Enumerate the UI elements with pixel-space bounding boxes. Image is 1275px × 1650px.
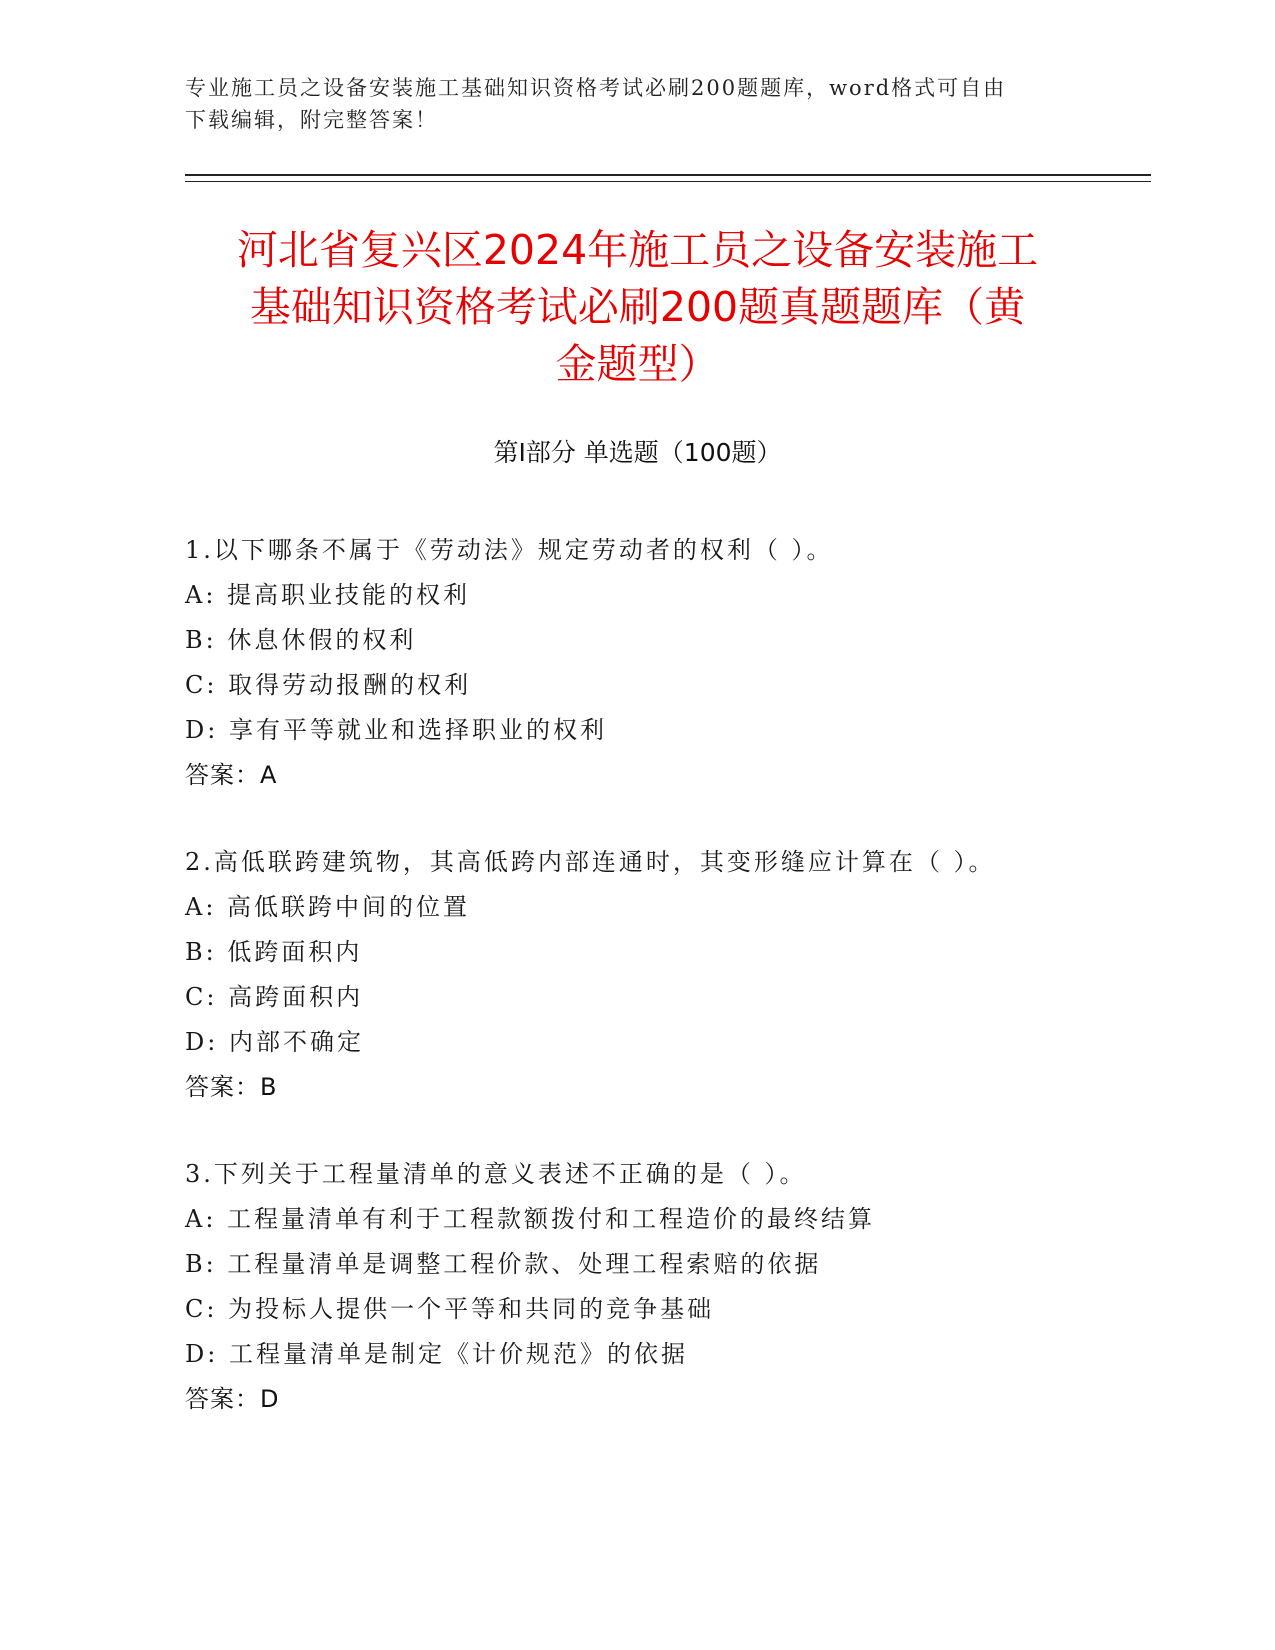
option-a: A: 高低联跨中间的位置 (185, 893, 471, 921)
option-d: D: 享有平等就业和选择职业的权利 (185, 716, 607, 744)
question-item (185, 840, 1145, 1110)
header-divider-thick (185, 174, 1151, 176)
question-item (185, 528, 1145, 798)
option-c: C: 取得劳动报酬的权利 (185, 671, 472, 699)
answer-label: 答案：B (185, 1073, 278, 1101)
header-divider-thin (185, 181, 1151, 182)
option-d: D: 内部不确定 (185, 1028, 364, 1056)
option-b: B: 工程量清单是调整工程价款、处理工程索赔的依据 (185, 1250, 822, 1278)
option-a: A: 提高职业技能的权利 (185, 581, 471, 609)
option-a: A: 工程量清单有利于工程款额拨付和工程造价的最终结算 (185, 1205, 876, 1233)
option-d: D: 工程量清单是制定《计价规范》的依据 (185, 1340, 688, 1368)
question-stem: 1.以下哪条不属于《劳动法》规定劳动者的权利（ ）。 (185, 536, 834, 564)
option-c: C: 为投标人提供一个平等和共同的竞争基础 (185, 1295, 715, 1323)
option-c: C: 高跨面积内 (185, 983, 364, 1011)
title-line1: 河北省复兴区2024年施工员之设备安装施工 (236, 226, 1039, 274)
answer-label: 答案：D (185, 1385, 280, 1413)
answer-label: 答案：A (185, 761, 278, 789)
section-heading: 第Ⅰ部分 单选题（100题） (493, 438, 782, 467)
header-note-line1: 专业施工员之设备安装施工基础知识资格考试必刷200题题库，word格式可自由 (185, 76, 1007, 100)
question-list (185, 528, 1145, 1422)
header-note-line2: 下载编辑，附完整答案！ (185, 108, 438, 132)
title-line2: 基础知识资格考试必刷200题真题题库（黄 (249, 283, 1026, 331)
question-item (185, 1152, 1145, 1422)
option-b: B: 低跨面积内 (185, 938, 363, 966)
header-note (185, 72, 1085, 136)
title-line3: 金题型） (555, 340, 720, 388)
option-b: B: 休息休假的权利 (185, 626, 417, 654)
question-stem: 3.下列关于工程量清单的意义表述不正确的是（ ）。 (185, 1160, 807, 1188)
question-stem: 2.高低联跨建筑物，其高低跨内部连通时，其变形缝应计算在（ ）。 (185, 848, 996, 876)
document-title (170, 222, 1105, 393)
